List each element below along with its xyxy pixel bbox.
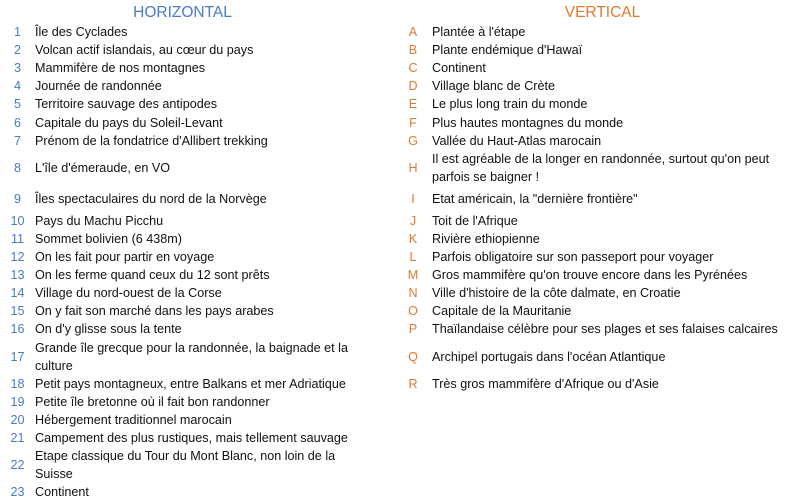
clue-text: Campement des plus rustiques, mais tellement sauvage <box>35 431 348 446</box>
clue-text: Plus hautes montagnes du monde <box>432 115 624 130</box>
clue-row <box>0 284 400 302</box>
clue-number: 7 <box>13 133 21 148</box>
clue-text: Volcan actif islandais, au cœur du pays <box>35 43 254 58</box>
clue-number: 15 <box>10 304 25 319</box>
clue-text: Grande île grecque pour la randonnée, la baignade et la culture <box>35 340 348 373</box>
clue-text: Capitale du pays du Soleil-Levant <box>35 115 223 130</box>
clue-row <box>0 77 400 95</box>
clue-number: 17 <box>10 349 25 364</box>
clue-number: 3 <box>13 61 21 76</box>
clue-row <box>405 186 800 212</box>
clue-letter: N <box>408 286 418 301</box>
clue-text: Etape classique du Tour du Mont Blanc, non loin de la Suisse <box>35 449 336 482</box>
clue-letter: J <box>409 213 417 228</box>
clue-number: 21 <box>10 431 25 446</box>
clue-row <box>0 411 400 429</box>
horizontal-heading: HORIZONTAL <box>133 4 232 21</box>
clue-text: On les fait pour partir en voyage <box>35 250 215 265</box>
clue-row <box>0 59 400 77</box>
clue-text: Pays du Machu Picchu <box>35 213 164 228</box>
clue-text: Village du nord-ouest de la Corse <box>35 286 222 301</box>
clue-row <box>0 483 400 501</box>
clue-letter: P <box>408 322 418 337</box>
clue-row <box>0 186 400 212</box>
clue-row <box>0 429 400 447</box>
clue-number: 8 <box>13 160 21 175</box>
clue-text: Toit de l'Afrique <box>432 213 518 228</box>
clue-text: Parfois obligatoire sur son passeport pour voyager <box>432 250 714 265</box>
clue-text: Etat américain, la "dernière frontière" <box>432 191 638 206</box>
clue-row <box>0 230 400 248</box>
clue-text: Gros mammifère qu'on trouve encore dans les Pyrénées <box>432 268 748 283</box>
clue-row <box>405 212 800 230</box>
clue-text: Continent <box>432 61 486 76</box>
clue-text: Rivière ethiopienne <box>432 231 540 246</box>
clue-row <box>0 447 400 483</box>
clue-text: Très gros mammifère d'Afrique ou d'Asie <box>432 376 659 391</box>
clue-text: Capitale de la Mauritanie <box>432 304 572 319</box>
clue-letter: M <box>407 268 419 283</box>
clue-letter: H <box>408 160 418 175</box>
clue-text: Thaïlandaise célèbre pour ses plages et ses falaises calcaires <box>432 322 778 337</box>
clue-number: 5 <box>13 97 21 112</box>
clue-number: 19 <box>10 394 25 409</box>
clue-row <box>0 95 400 113</box>
clue-letter: I <box>411 191 415 206</box>
clue-text: Archipel portugais dans l'océan Atlantique <box>432 349 666 364</box>
clue-text: Continent <box>35 485 89 500</box>
clue-number: 11 <box>10 231 25 246</box>
vertical-clue-list <box>405 23 800 393</box>
clue-row <box>0 113 400 131</box>
clue-number: 16 <box>10 322 25 337</box>
clue-row <box>0 132 400 150</box>
clue-text: Village blanc de Crète <box>432 79 555 94</box>
clue-row <box>405 59 800 77</box>
clue-row <box>405 375 800 393</box>
clue-text: On y fait son marché dans les pays arabes <box>35 304 274 319</box>
clue-text: Le plus long train du monde <box>432 97 588 112</box>
clue-number: 22 <box>10 458 25 473</box>
clue-number: 1 <box>13 25 21 40</box>
clue-number: 23 <box>10 485 25 500</box>
clue-row <box>0 212 400 230</box>
clue-text: On d'y glisse sous la tente <box>35 322 182 337</box>
clue-number: 13 <box>10 268 25 283</box>
clue-number: 4 <box>13 79 21 94</box>
clue-letter: Q <box>408 349 418 364</box>
vertical-heading: VERTICAL <box>564 4 641 21</box>
clue-letter: A <box>408 25 418 40</box>
clue-row <box>405 284 800 302</box>
clue-row <box>0 150 400 186</box>
clue-text: Île des Cyclades <box>35 25 128 40</box>
clue-row <box>0 302 400 320</box>
clue-text: Îles spectaculaires du nord de la Norvège <box>35 191 267 206</box>
clue-row <box>405 302 800 320</box>
clue-letter: F <box>409 115 417 130</box>
clue-row <box>405 41 800 59</box>
clue-number: 12 <box>10 250 25 265</box>
clue-row <box>405 320 800 338</box>
clue-number: 14 <box>10 286 25 301</box>
clue-text: On les ferme quand ceux du 12 sont prêts <box>35 268 270 283</box>
clue-number: 6 <box>13 115 21 130</box>
clue-row <box>0 339 400 375</box>
clue-row <box>0 393 400 411</box>
clue-row <box>0 266 400 284</box>
clue-row <box>0 248 400 266</box>
clue-text: Plante endémique d'Hawaï <box>432 43 583 58</box>
clue-row <box>405 150 800 186</box>
clue-letter: K <box>408 231 418 246</box>
clue-text: Petite île bretonne où il fait bon randonner <box>35 394 270 409</box>
clue-number: 2 <box>13 43 21 58</box>
clue-text: Mammifère de nos montagnes <box>35 61 206 76</box>
clue-number: 20 <box>10 412 25 427</box>
clue-row <box>405 230 800 248</box>
clue-text: Il est agréable de la longer en randonnée, surtout qu'on peut parfois se baigner ! <box>432 151 770 184</box>
clue-row <box>0 375 400 393</box>
clue-row <box>405 95 800 113</box>
clue-row <box>0 23 400 41</box>
clue-number: 10 <box>10 213 25 228</box>
clue-row <box>405 23 800 41</box>
clue-letter: E <box>408 97 418 112</box>
clue-text: Journée de randonnée <box>35 79 162 94</box>
clue-text: Territoire sauvage des antipodes <box>35 97 218 112</box>
clue-text: Plantée à l'étape <box>432 25 526 40</box>
clue-row <box>405 132 800 150</box>
clue-row <box>405 248 800 266</box>
clue-letter: D <box>408 79 418 94</box>
clue-letter: B <box>408 43 418 58</box>
clue-letter: O <box>408 304 418 319</box>
clue-number: 9 <box>13 191 21 206</box>
clue-row <box>405 113 800 131</box>
clue-row <box>405 266 800 284</box>
clue-row <box>0 320 400 338</box>
clue-text: Vallée du Haut-Atlas marocain <box>432 133 602 148</box>
clue-text: Hébergement traditionnel marocain <box>35 412 232 427</box>
clue-row <box>0 41 400 59</box>
clue-text: Prénom de la fondatrice d'Allibert trekking <box>35 133 268 148</box>
clue-letter: C <box>408 61 418 76</box>
clue-text: L'île d'émeraude, en VO <box>35 160 171 175</box>
clue-text: Petit pays montagneux, entre Balkans et mer Adriatique <box>35 376 346 391</box>
clue-text: Ville d'histoire de la côte dalmate, en Croatie <box>432 286 681 301</box>
clue-letter: R <box>408 376 418 391</box>
clue-letter: G <box>408 133 418 148</box>
clue-number: 18 <box>10 376 25 391</box>
clue-row <box>405 77 800 95</box>
horizontal-clue-list <box>0 23 400 501</box>
clue-row <box>405 339 800 375</box>
clue-text: Sommet bolivien (6 438m) <box>35 231 182 246</box>
clue-letter: L <box>409 250 417 265</box>
